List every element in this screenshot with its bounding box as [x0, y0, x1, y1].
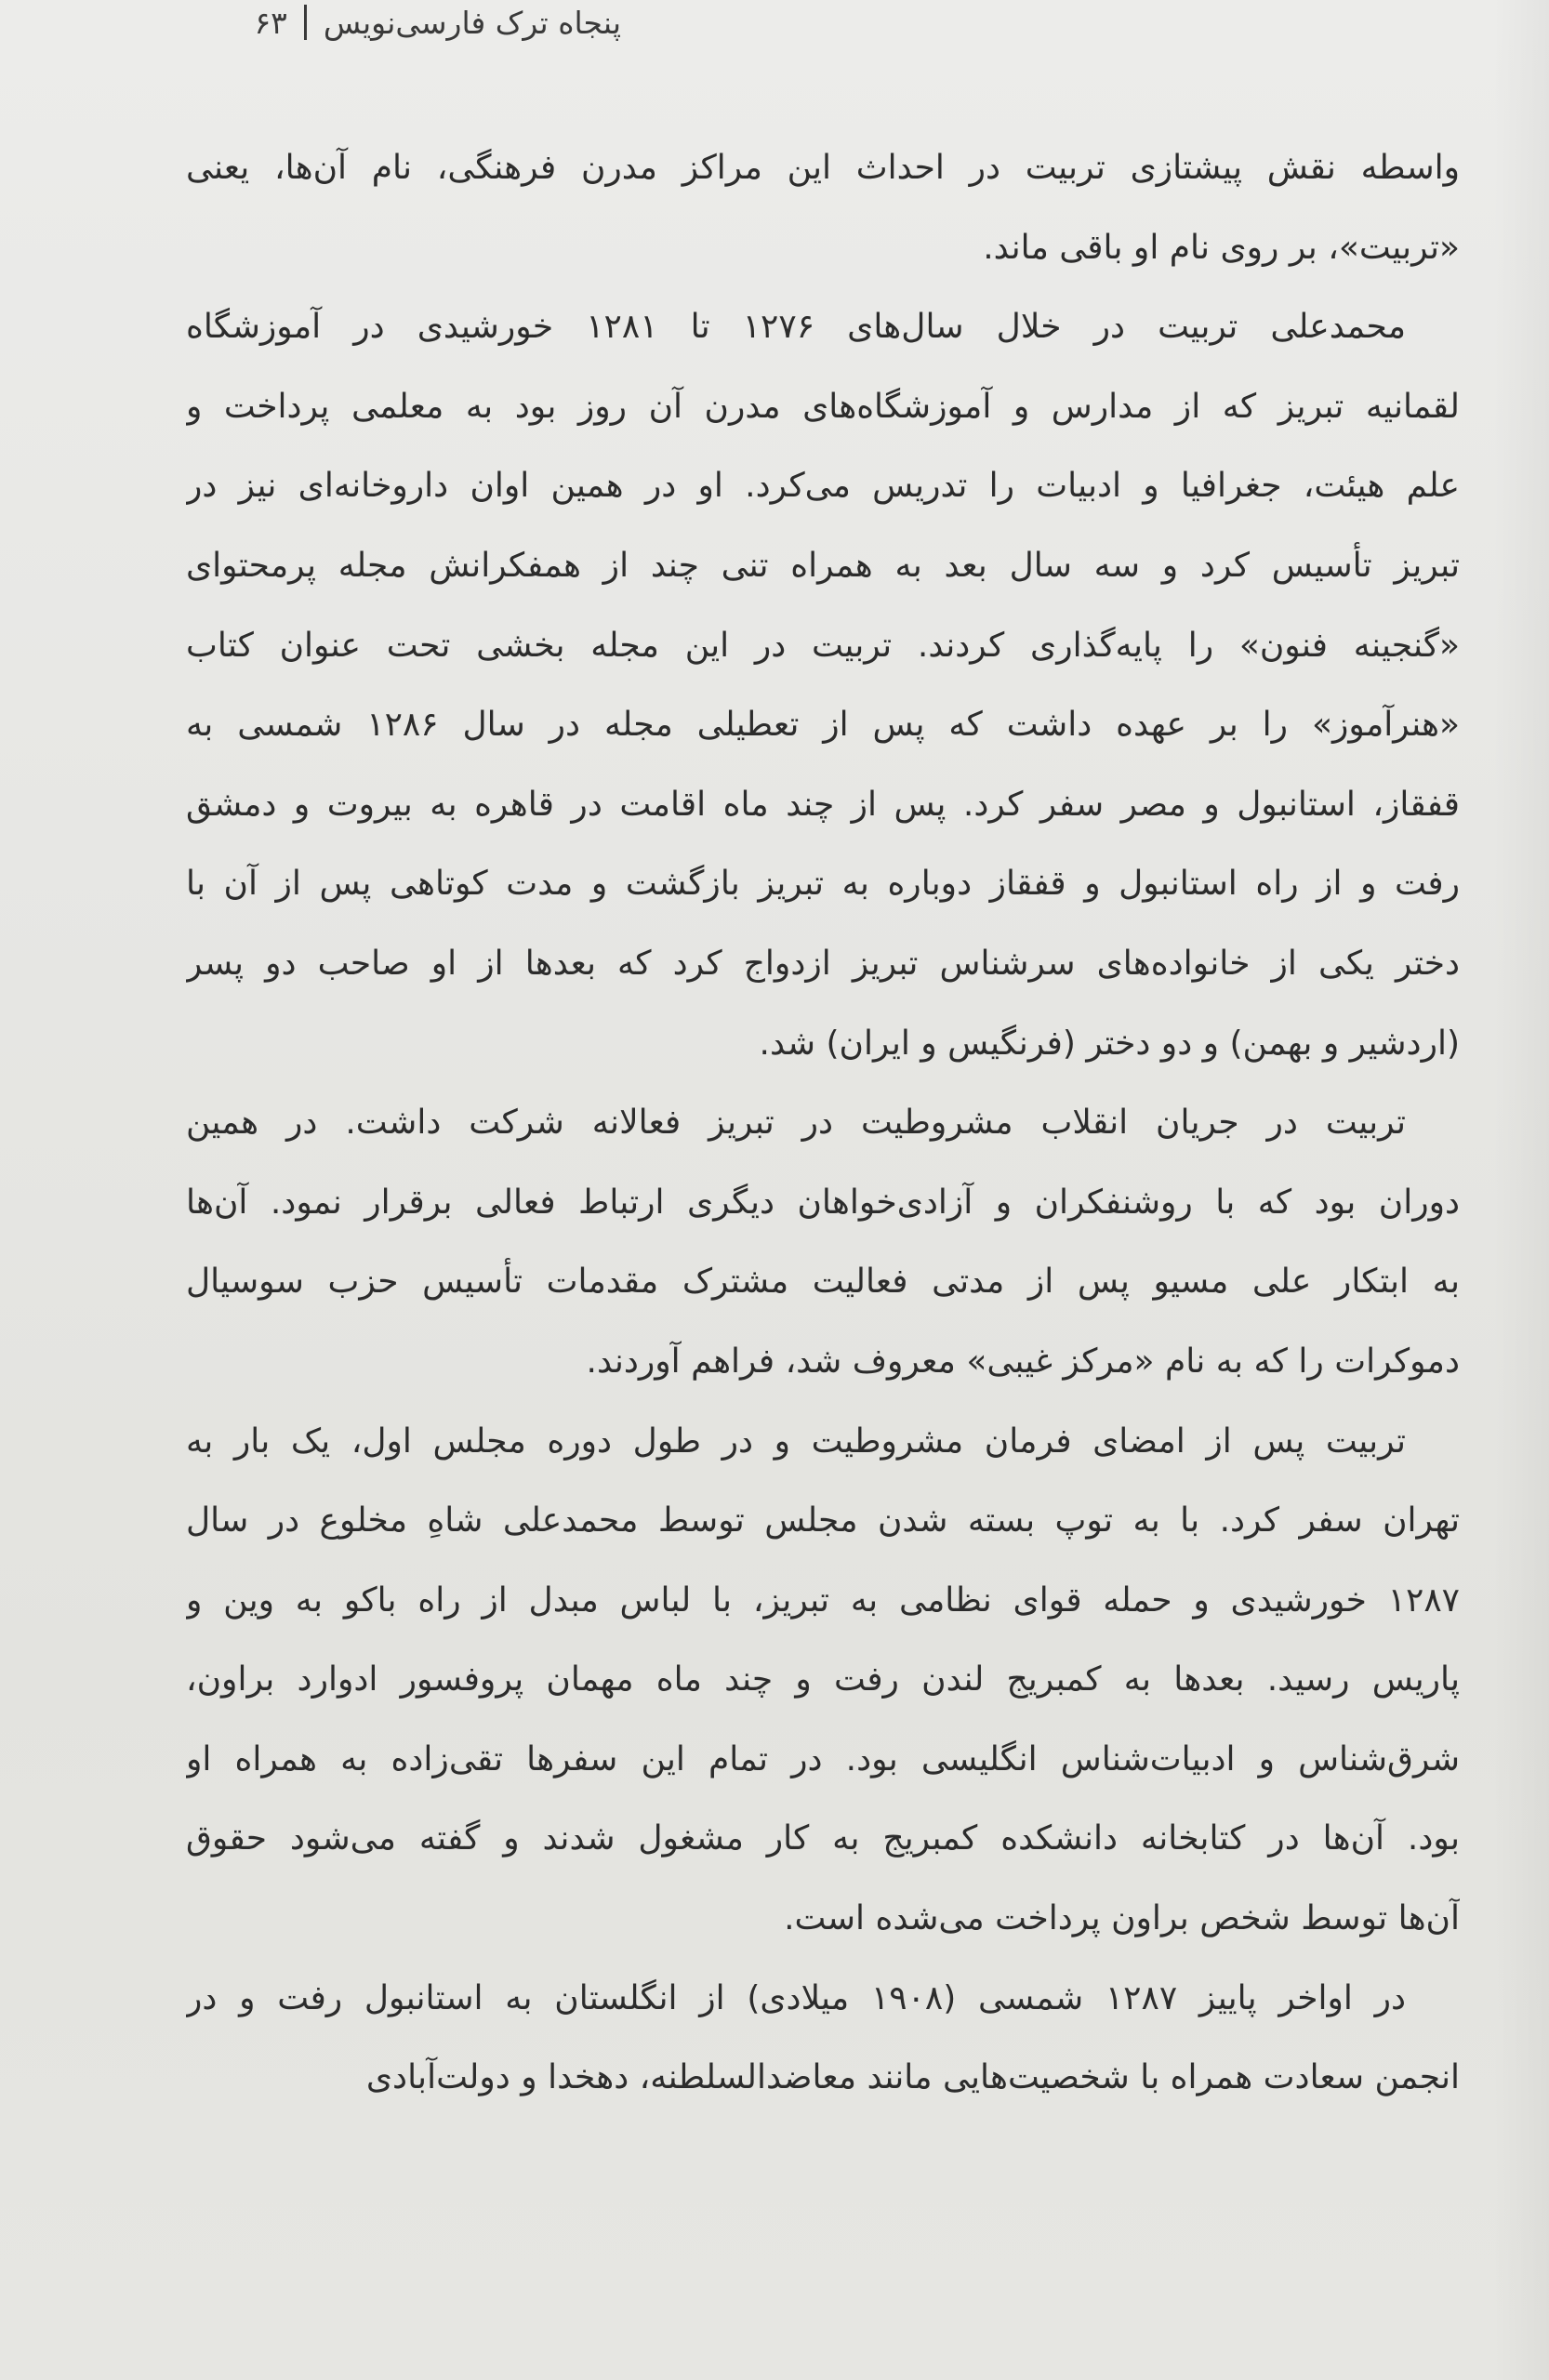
text-line: ۱۲۸۷ خورشیدی و حمله قوای نظامی به تبریز، با لباس مبدل از راه باکو به وین و [186, 1580, 1460, 1620]
page-fold-shadow [1493, 0, 1549, 2380]
body-text [186, 128, 1460, 2118]
text-line: در اواخر پاییز ۱۲۸۷ شمسی (۱۹۰۸ میلادی) از انگلستان به استانبول رفت و در [186, 1978, 1406, 2017]
text-line: «تربیت»، بر روی نام او باقی ماند. [983, 228, 1460, 267]
book-title: پنجاه ترک فارسی‌نویس [323, 4, 621, 41]
text-line: انجمن سعادت همراه با شخصیت‌هایی مانند معاضدالسلطنه، دهخدا و دولت‌آبادی [365, 2058, 1460, 2097]
text-line: واسطه نقش پیشتازی تربیت در احداث این مراکز مدرن فرهنگی، نام آن‌ها، یعنی [186, 149, 1460, 187]
text-line: (اردشیر و بهمن) و دو دختر (فرنگیس و ایران) شد. [759, 1024, 1460, 1063]
text-line: تهران سفر کرد. با به توپ بسته شدن مجلس توسط محمدعلی شاهِ مخلوع در سال [186, 1501, 1460, 1540]
text-line: علم هیئت، جغرافیا و ادبیات را تدریس می‌کرد. او در همین اوان داروخانه‌ای نیز در [186, 467, 1460, 506]
text-line: به ابتکار علی مسیو پس از مدتی فعالیت مشترک مقدمات تأسیس حزب سوسیال [186, 1263, 1460, 1302]
text-line: رفت و از راه استانبول و قفقاز دوباره به تبریز بازگشت و مدت کوتاهی پس از آن با [186, 865, 1460, 904]
text-line: قفقاز، استانبول و مصر سفر کرد. پس از چند ماه اقامت در قاهره به بیروت و دمشق [186, 785, 1460, 824]
text-line: «هنرآموز» را بر عهده داشت که پس از تعطیلی مجله در سال ۱۲۸۶ شمسی به [186, 706, 1460, 745]
text-line: بود. آن‌ها در کتابخانه دانشکده کمبریج به کار مشغول شدند و گفته می‌شود حقوق [186, 1819, 1460, 1858]
text-line: شرق‌شناس و ادبیات‌شناس انگلیسی بود. در تمام این سفرها تقی‌زاده به همراه او [186, 1739, 1460, 1778]
text-line: تبریز تأسیس کرد و سه سال بعد به همراه تنی چند از همفکرانش مجله پرمحتوای [186, 546, 1460, 585]
text-line: تربیت پس از امضای فرمان مشروطیت و در طول دوره مجلس اول، یک بار به [186, 1421, 1406, 1461]
text-line: پاریس رسید. بعدها به کمبریج لندن رفت و چند ماه مهمان پروفسور ادوارد براون، [186, 1660, 1460, 1699]
text-line: تربیت در جریان انقلاب مشروطیت در تبریز فعالانه شرکت داشت. در همین [186, 1104, 1406, 1143]
text-line: محمدعلی تربیت در خلال سال‌های ۱۲۷۶ تا ۱۲۸۱ خورشیدی در آموزشگاه [186, 308, 1407, 347]
page-number: ۶۳ [254, 4, 287, 41]
text-line: «گنجینه فنون» را پایه‌گذاری کردند. تربیت در این مجله بخشی تحت عنوان کتاب [186, 626, 1460, 665]
text-line: دوران بود که با روشنفکران و آزادی‌خواهان دیگری ارتباط فعالی برقرار نمود. آن‌ها [186, 1183, 1460, 1222]
text-line: آن‌ها توسط شخص براون پرداخت می‌شده است. [784, 1899, 1460, 1938]
text-line: دختر یکی از خانواده‌های سرشناس تبریز ازدواج کرد که بعدها از او صاحب دو پسر [186, 944, 1460, 983]
header-separator [304, 5, 307, 40]
text-line: دموکرات را که به نام «مرکز غیبی» معروف شد، فراهم آوردند. [586, 1342, 1460, 1381]
running-header [212, 0, 621, 48]
text-line: لقمانیه تبریز که از مدارس و آموزشگاه‌های مدرن آن روز بود به معلمی پرداخت و [186, 387, 1460, 426]
